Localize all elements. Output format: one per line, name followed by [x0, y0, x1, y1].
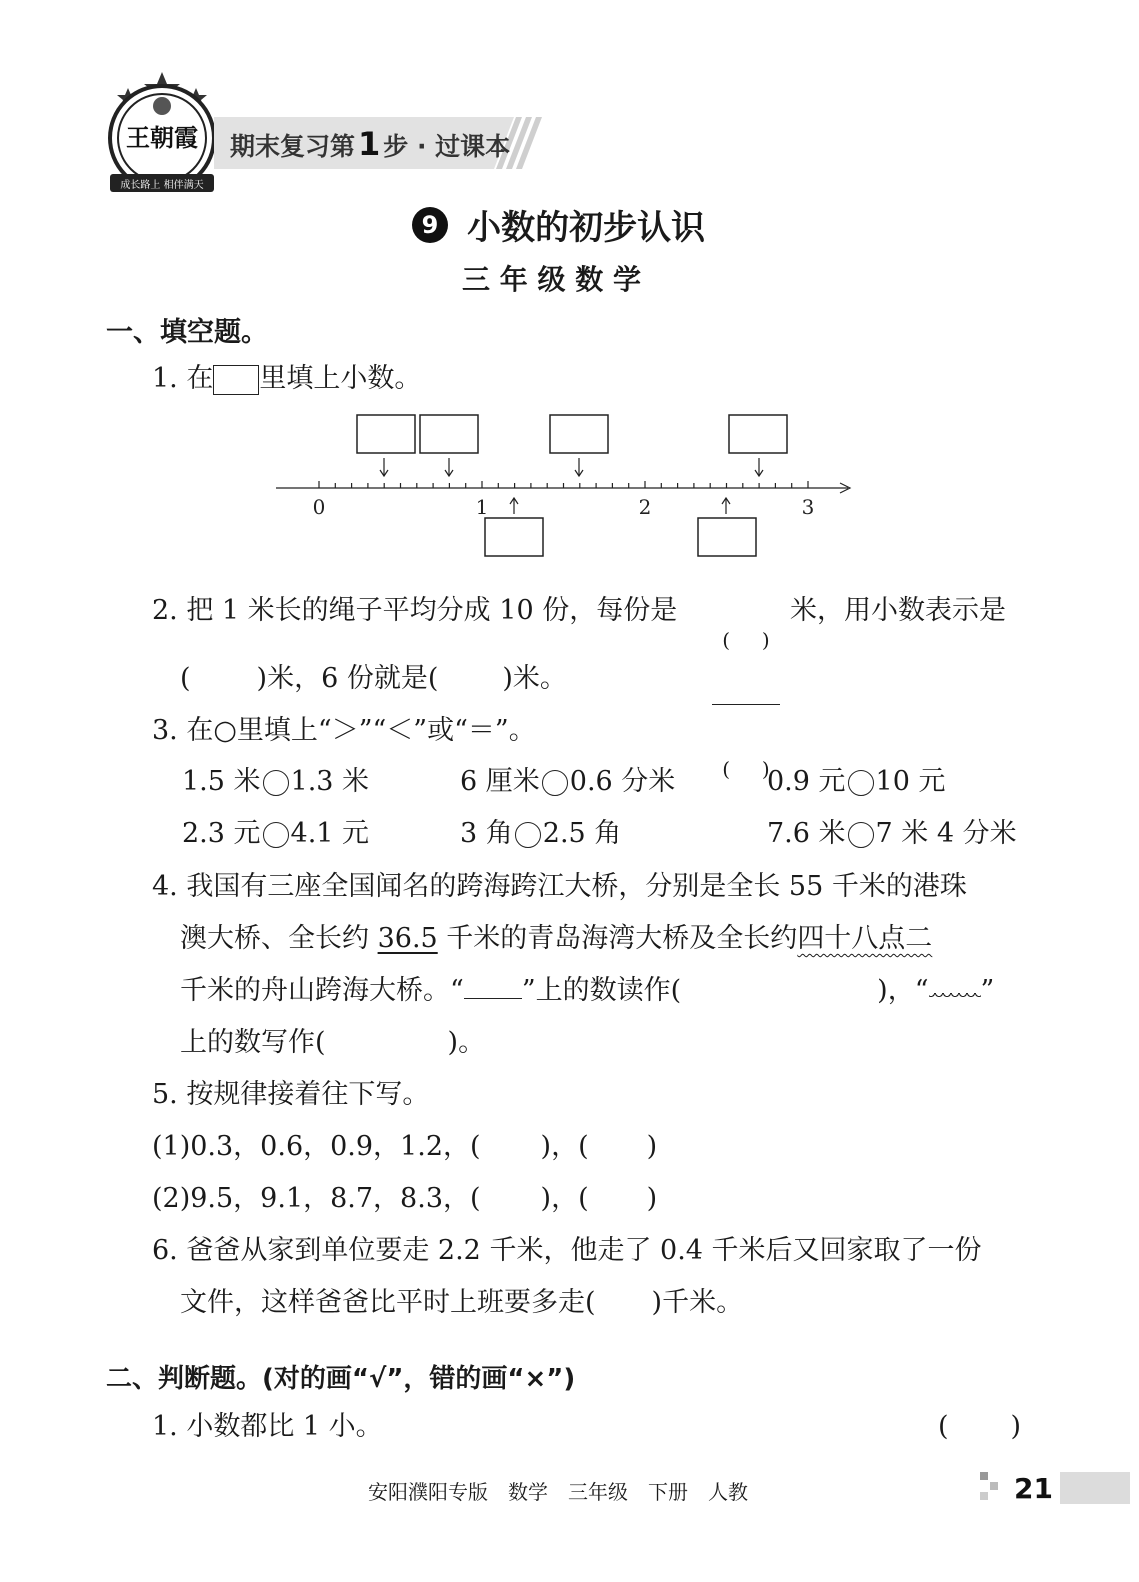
- q5-seq-1: [152, 1130, 657, 1164]
- q4-l4-a: 上的数写作(: [180, 1027, 326, 1058]
- q3-3-right: 10 元: [875, 766, 946, 797]
- q4-l2-a: 澳大桥、全长约: [180, 923, 378, 954]
- q2-text-b: 米，用小数表示是: [790, 595, 1006, 626]
- q2-text-c2: )米，6 份就是(: [256, 663, 439, 694]
- compare-circle-4[interactable]: [263, 822, 289, 848]
- q4-wavy-number: 四十八点二: [797, 923, 933, 954]
- q2-text-a: 2. 把 1 米长的绳子平均分成 10 份，每份是: [152, 595, 678, 626]
- page-corner-pattern-icon: [980, 1470, 1130, 1508]
- judge-paren-left: (: [938, 1411, 949, 1442]
- q3-2-left: 6 厘米: [460, 766, 540, 797]
- q3-item-1: [182, 765, 369, 799]
- judge-q1: 1. 小数都比 1 小。: [152, 1411, 383, 1442]
- q4-l3-d: ”: [980, 975, 995, 1006]
- q4-l4-b: )。: [447, 1027, 486, 1058]
- unit-number-badge: [412, 207, 448, 243]
- unit-title: [412, 200, 705, 249]
- q3-item-5: [460, 817, 621, 851]
- q2-line-2: [180, 662, 567, 696]
- q3-4-left: 2.3 元: [182, 818, 261, 849]
- q3-5-left: 3 角: [460, 818, 513, 849]
- q3-5-right: 2.5 角: [542, 818, 622, 849]
- q3-item-4: [182, 817, 369, 851]
- wavy-underline-mark: [929, 979, 981, 999]
- q5-stem: 5. 按规律接着往下写。: [152, 1079, 430, 1110]
- answer-box-4[interactable]: [729, 415, 787, 453]
- fraction-numerator[interactable]: ( ): [722, 628, 770, 652]
- q3-stem: 3. 在○里填上“＞”“＜”或“＝”。: [152, 715, 536, 746]
- judge-q1-answer[interactable]: [938, 1410, 1021, 1444]
- tick-label-0: 0: [312, 495, 326, 519]
- q5-1-mid: )，(: [540, 1131, 589, 1162]
- compare-circle-5[interactable]: [515, 822, 541, 848]
- banner-number: 1: [358, 125, 381, 163]
- q4-line-1: 4. 我国有三座全国闻名的跨海跨江大桥，分别是全长 55 千米的港珠: [152, 871, 967, 902]
- q2-fraction: [708, 578, 784, 781]
- q1-post: 里填上小数。: [259, 363, 422, 394]
- q4-line-2: [180, 922, 932, 956]
- q1-stem: [152, 362, 421, 396]
- compare-circle-1[interactable]: [263, 770, 289, 796]
- q3-item-2: [460, 765, 675, 799]
- q6-l2-b: )千米。: [651, 1287, 744, 1318]
- q4-l3-b: ”上的数读作(: [521, 975, 682, 1006]
- q4-line-3: [180, 974, 994, 1008]
- tick-label-2: 2: [638, 495, 652, 519]
- q2-text-c1: (: [180, 663, 191, 694]
- q2-text-c3: )米。: [502, 663, 567, 694]
- q4-l3-c: )，“: [877, 975, 929, 1006]
- footer-info: 安阳濮阳专版 数学 三年级 下册 人教: [368, 1480, 748, 1504]
- page-title: 小数的初步认识: [467, 208, 706, 248]
- q1-pre: 1. 在: [152, 363, 214, 394]
- compare-circle-6[interactable]: [848, 822, 874, 848]
- q3-item-3: [767, 765, 945, 799]
- page-number-bar: [980, 1470, 1130, 1508]
- header-banner: [214, 117, 550, 169]
- q3-3-left: 0.9 元: [767, 766, 846, 797]
- q6-l2-a: 文件，这样爸爸比平时上班要多走(: [180, 1287, 596, 1318]
- fraction-bar: [712, 704, 780, 705]
- q4-line-4: [180, 1026, 485, 1060]
- q1-sample-box: [213, 365, 259, 395]
- page-subtitle: 三 年 级 数 学: [462, 263, 641, 296]
- q5-2-end: ): [646, 1183, 658, 1214]
- tick-label-3: 3: [801, 495, 815, 519]
- section-1-heading: 一、填空题。: [106, 317, 268, 348]
- answer-box-6[interactable]: [698, 518, 756, 556]
- q3-4-right: 4.1 元: [290, 818, 370, 849]
- page-number: 21: [1014, 1472, 1053, 1505]
- tick-label-1: 1: [475, 495, 489, 519]
- q3-6-right: 7 米 4 分米: [875, 818, 1017, 849]
- q6-line-1: 6. 爸爸从家到单位要走 2.2 千米，他走了 0.4 千米后又回家取了一份: [152, 1235, 982, 1266]
- q3-6-left: 7.6 米: [767, 818, 846, 849]
- fraction-denominator[interactable]: ( ): [722, 757, 770, 781]
- unit-number: 9: [421, 210, 439, 239]
- compare-circle-2[interactable]: [542, 770, 568, 796]
- q4-l2-b: 千米的青岛海湾大桥及全长约: [437, 923, 798, 954]
- answer-box-2[interactable]: [420, 415, 478, 453]
- publisher-logo: [104, 70, 220, 196]
- banner-prefix: 期末复习第: [230, 132, 356, 161]
- q5-seq-2-text: (2)9.5，9.1，8.7，8.3，(: [152, 1183, 481, 1214]
- judge-paren-right: ): [1010, 1411, 1022, 1442]
- q5-seq-2: [152, 1182, 657, 1216]
- number-line-ticks: [319, 481, 808, 488]
- q3-1-left: 1.5 米: [182, 766, 261, 797]
- answer-box-1[interactable]: [357, 415, 415, 453]
- q3-item-6: [767, 817, 1017, 851]
- banner-suffix: 步 · 过课本: [383, 132, 511, 161]
- q3-1-right: 1.3 米: [290, 766, 370, 797]
- q2-line-1: [152, 594, 677, 628]
- compare-circle-3[interactable]: [848, 770, 874, 796]
- logo-name: 王朝霞: [126, 124, 198, 152]
- q5-1-end: ): [646, 1131, 658, 1162]
- q6-line-2: [180, 1286, 743, 1320]
- q2-line-1b: [790, 594, 1006, 628]
- q4-l3-a: 千米的舟山跨海大桥。“: [180, 975, 464, 1006]
- number-line: [270, 408, 870, 568]
- q4-underlined-number: 36.5: [377, 923, 438, 954]
- banner-text: [230, 125, 510, 163]
- q3-2-right: 0.6 分米: [569, 766, 676, 797]
- straight-underline-mark: [464, 978, 522, 999]
- q5-2-mid: )，(: [540, 1183, 589, 1214]
- section-2-heading: 二、判断题。(对的画“√”，错的画“×”): [106, 1364, 576, 1394]
- answer-box-5[interactable]: [485, 518, 543, 556]
- q5-seq-1-text: (1)0.3，0.6，0.9，1.2，(: [152, 1131, 481, 1162]
- answer-box-3[interactable]: [550, 415, 608, 453]
- logo-motto: 成长路上 相伴满天: [120, 180, 204, 191]
